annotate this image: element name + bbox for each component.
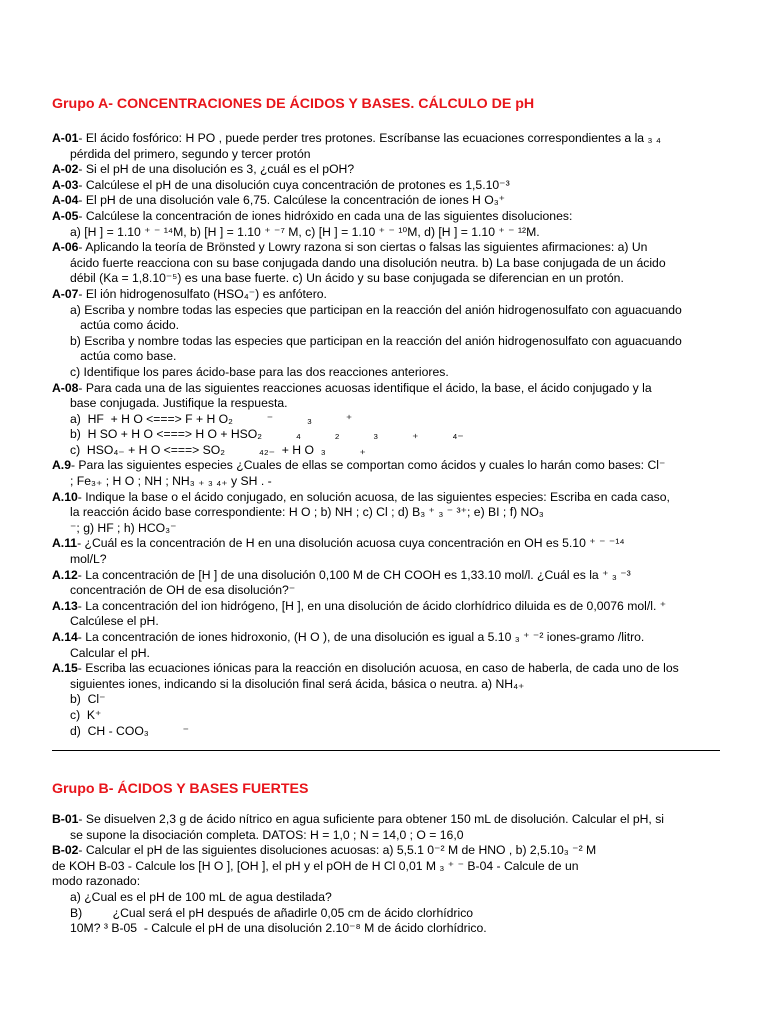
exercise-number: A-07	[52, 286, 79, 301]
exercise-text: de KOH B-03 - Calcule los [H O ], [OH ], el pH y el pOH de H Cl 0,01 M ₃ ⁺ ⁻ B-04 - Calcule de un	[52, 858, 579, 873]
exercise-number: B-02	[52, 843, 79, 858]
section-divider	[52, 750, 720, 751]
exercise-number: A-04	[52, 193, 79, 208]
exercise-number: A-08	[52, 380, 79, 395]
exercise-item	[52, 162, 722, 178]
exercise-subitem: actúa como ácido.	[70, 318, 180, 333]
exercise-text: - El pH de una disolución vale 6,75. Calcúlese la concentración de iones H O₃⁺	[78, 193, 506, 208]
exercise-subitem: c) Identifique los pares ácido-base para las dos reacciones anteriores.	[70, 364, 449, 379]
exercise-number: A-03	[52, 177, 79, 192]
exercise-text-continued: la reacción ácido base correspondiente: H O ; b) NH ; c) Cl ; d) B₃ ⁺ ₃ ⁻ ³⁺; e) BI ; f) NO₃	[70, 505, 544, 520]
exercise-number: A.10	[52, 489, 78, 504]
exercise-item	[52, 240, 722, 287]
exercise-text-continued: Calcular el pH.	[70, 645, 150, 660]
exercise-number: A-05	[52, 208, 79, 223]
exercise-text: - La concentración del ion hidrógeno, [H ], en una disolución de ácido clorhídrico diluida es de 0,0076 mol/l. ⁺	[77, 598, 667, 613]
exercise-text-continued: ⁻; g) HF ; h) HCO₃⁻	[70, 520, 177, 535]
exercise-line	[52, 843, 722, 859]
exercise-subitem: b) H SO + H O <===> H O + HSO₂ ₄ ₂ ₃ ₊ ₄₋	[70, 427, 464, 442]
exercise-text-continued: pérdida del primero, segundo y tercer protón	[70, 146, 311, 161]
exercise-item	[52, 458, 722, 489]
exercise-item	[52, 661, 722, 739]
exercise-text: - Calcúlese el pH de una disolución cuya concentración de protones es 1,5.10⁻³	[78, 177, 510, 192]
exercise-text: - ¿Cuál es la concentración de H en una disolución acuosa cuya concentración en OH es 5.10 ⁺ ⁻ ⁻¹⁴	[77, 536, 625, 551]
exercise-line	[52, 162, 722, 178]
exercise-subitem: a) Escriba y nombre todas las especies que participan en la reacción del anión hidrogenosulfato con aguacuando	[70, 302, 682, 317]
exercise-line	[52, 812, 722, 828]
exercise-item	[52, 568, 722, 599]
group-a-title: Grupo A- CONCENTRACIONES DE ÁCIDOS Y BASES. CÁLCULO DE pH	[52, 96, 535, 112]
exercise-item	[52, 287, 722, 381]
exercise-line	[52, 209, 722, 225]
exercise-line	[52, 661, 722, 677]
exercise-subitem: c) HSO₄₋ + H O <===> SO₂ ₄₂₋ + H O ₃ ₊	[70, 442, 366, 457]
exercise-item	[52, 381, 722, 459]
exercise-text: - El ácido fosfórico: H PO , puede perder tres protones. Escríbanse las ecuaciones correspondientes a la ₃ ₄	[78, 131, 661, 145]
exercise-number: A-01	[52, 131, 79, 145]
exercise-number: A-02	[52, 162, 79, 177]
exercise-text: - Se disuelven 2,3 g de ácido nítrico en agua suficiente para obtener 150 mL de disolución. Calcular el pH, si	[78, 812, 664, 826]
group-a-exercises	[52, 131, 722, 739]
exercise-line	[52, 193, 722, 209]
exercise-item	[52, 630, 722, 661]
exercise-line	[52, 630, 722, 646]
exercise-item	[52, 193, 722, 209]
exercise-number: A-06	[52, 240, 79, 255]
exercise-text: - Para cada una de las siguientes reacciones acuosas identifique el ácido, la base, el ácido conjugado y la	[78, 380, 652, 395]
exercise-text-continued: base conjugada. Justifique la respuesta.	[70, 396, 288, 411]
exercise-text: - La concentración de [H ] de una disolución 0,100 M de CH COOH es 1,33.10 mol/l. ¿Cuál es la ⁺ ₃ ⁻³	[77, 567, 631, 582]
exercise-line	[52, 381, 722, 397]
exercise-item	[52, 131, 722, 162]
exercise-number: A.9	[52, 458, 71, 473]
exercise-text: - Calcular el pH de las siguientes disoluciones acuosas: a) 5,5.1 0⁻² M de HNO , b) 2,5.10₃ ⁻² M	[78, 843, 597, 858]
exercise-number: A.14	[52, 630, 78, 644]
exercise-subitem: B) ¿Cual será el pH después de añadirle 0,05 cm de ácido clorhídrico	[70, 905, 474, 920]
exercise-text-continued: ácido fuerte reacciona con su base conjugada dando una disolución neutra. b) La base conjugada de un ácido	[70, 255, 666, 270]
exercise-text: - Si el pH de una disolución es 3, ¿cuál es el pOH?	[78, 162, 355, 177]
exercise-line	[52, 568, 722, 584]
exercise-item	[52, 843, 722, 859]
group-b-exercises	[52, 812, 722, 937]
exercise-subitem: 10M? ³ B-05 - Calcule el pH de una disolución 2.10⁻⁸ M de ácido clorhídrico.	[70, 921, 487, 936]
exercise-subitem: actúa como base.	[70, 349, 177, 364]
exercise-line	[52, 536, 722, 552]
exercise-item	[52, 209, 722, 240]
exercise-subitem: b) Cl⁻	[70, 692, 106, 707]
exercise-text: - Escriba las ecuaciones iónicas para la reacción en disolución acuosa, en caso de haberla, de cada uno de los	[77, 661, 679, 676]
exercise-subitem: a) HF + H O <===> F + H O₂ ⁻ ₃ ⁺	[70, 411, 353, 426]
exercise-item	[52, 812, 722, 843]
group-b-title: Grupo B- ÁCIDOS Y BASES FUERTES	[52, 781, 309, 797]
exercise-text-continued: concentración de OH de esa disolución?⁻	[70, 583, 296, 598]
exercise-text-continued: siguientes iones, indicando si la disolución final será ácida, básica o neutra. a) NH₄₊	[70, 676, 525, 691]
exercise-subitem: d) CH - COO₃ ⁻	[70, 723, 190, 738]
exercise-number: A.13	[52, 598, 78, 613]
exercise-text: - Aplicando la teoría de Brönsted y Lowry razona si son ciertas o falsas las siguientes afirmaciones: a) Un	[78, 240, 648, 255]
exercise-line	[52, 131, 722, 147]
exercise-number: A.12	[52, 567, 78, 582]
exercise-line	[52, 458, 722, 474]
exercise-number: A.15	[52, 661, 78, 676]
exercise-text-continued: a) [H ] = 1.10 ⁺ ⁻ ¹⁴M, b) [H ] = 1.10 ⁺ ⁻⁷ M, c) [H ] = 1.10 ⁺ ⁻ ¹⁰M, d) [H ] = 1.10 ⁺ ⁻ ¹²M.	[70, 224, 540, 239]
exercise-item	[52, 536, 722, 567]
exercise-subitem: c) K⁺	[70, 707, 102, 722]
exercise-line	[52, 287, 722, 303]
exercise-text-continued: ; Fe₃₊ ; H O ; NH ; NH₃ ₊ ₃ ₄₊ y SH . -	[70, 474, 272, 489]
exercise-text: - La concentración de iones hidroxonio, (H O ), de una disolución es igual a 5.10 ₃ ⁺ ⁻² iones-gramo /litro.	[77, 630, 645, 644]
exercise-text: modo razonado:	[52, 874, 141, 889]
exercise-text-continued: se supone la disociación completa. DATOS: H = 1,0 ; N = 14,0 ; O = 16,0	[70, 827, 464, 842]
exercise-text: - Para las siguientes especies ¿Cuales de ellas se comportan como ácidos y cuales lo harán como bases: Cl⁻	[70, 458, 666, 473]
exercise-text-continued: débil (Ka = 1,8.10⁻⁵) es una base fuerte. c) Un ácido y su base conjugada se diferencian en un protón.	[70, 271, 624, 286]
exercise-line	[52, 599, 722, 615]
exercise-line	[52, 240, 722, 256]
exercise-text-continued: mol/L?	[70, 552, 107, 567]
exercise-line	[52, 490, 722, 506]
exercise-number: A.11	[52, 536, 78, 551]
exercise-item	[52, 178, 722, 194]
exercise-text-continued: Calcúlese el pH.	[70, 614, 159, 629]
exercise-text: - El ión hidrogenosulfato (HSO₄⁻) es anfótero.	[78, 286, 327, 301]
exercise-line	[52, 178, 722, 194]
exercise-subitem: b) Escriba y nombre todas las especies que participan en la reacción del anión hidrogenosulfato con aguacuando	[70, 333, 682, 348]
exercise-item	[52, 599, 722, 630]
exercise-number: B-01	[52, 812, 79, 826]
exercise-text: - Indique la base o el ácido conjugado, en solución acuosa, de las siguientes especies: Escriba en cada caso,	[77, 489, 670, 504]
exercise-text: - Calcúlese la concentración de iones hidróxido en cada una de las siguientes disoluciones:	[78, 208, 573, 223]
exercise-subitem: a) ¿Cual es el pH de 100 mL de agua destilada?	[70, 889, 332, 904]
exercise-item	[52, 490, 722, 537]
